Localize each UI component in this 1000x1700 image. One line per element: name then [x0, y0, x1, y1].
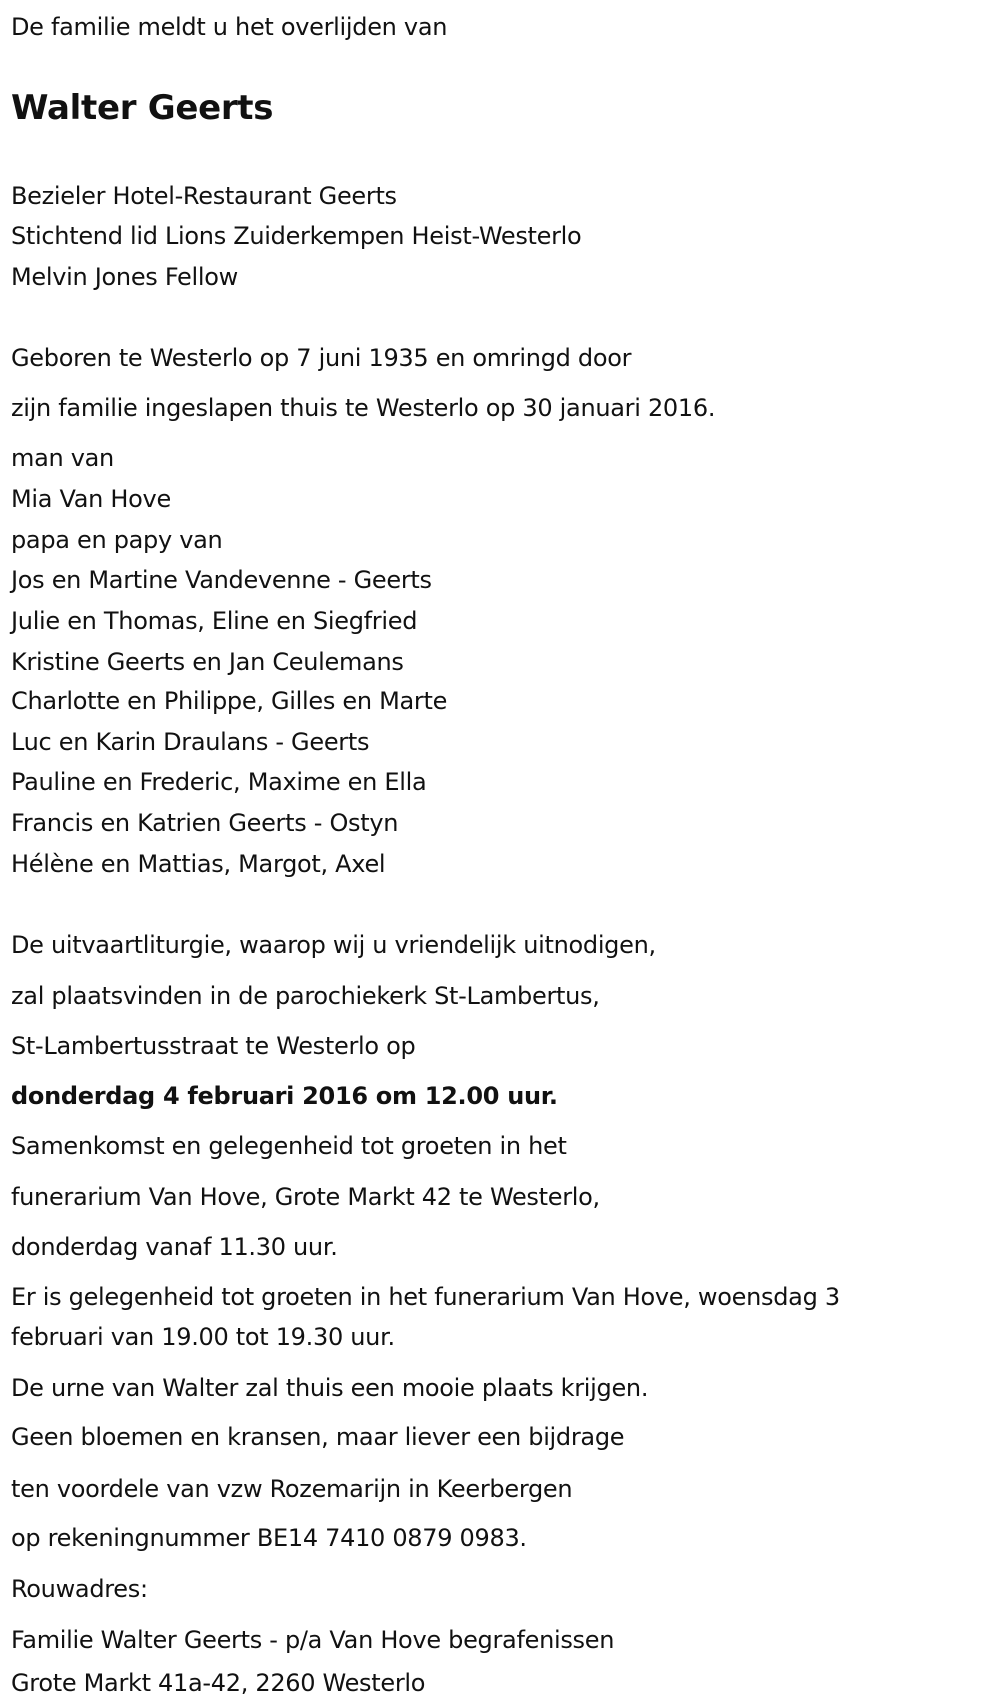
family-line: Jos en Martine Vandevenne - Geerts [11, 566, 432, 594]
family-line: Luc en Karin Draulans - Geerts [11, 728, 370, 756]
detail-line: Familie Walter Geerts - p/a Van Hove begrafenissen [11, 1626, 615, 1654]
detail-line: ten voordele van vzw Rozemarijn in Keerbergen [11, 1475, 573, 1503]
detail-line: Rouwadres: [11, 1575, 148, 1603]
detail-line: De urne van Walter zal thuis een mooie plaats krijgen. [11, 1374, 649, 1402]
funeral-line: De uitvaartliturgie, waarop wij u vriendelijk uitnodigen, [11, 931, 656, 959]
funeral-line: St-Lambertusstraat te Westerlo op [11, 1032, 416, 1060]
family-line: Charlotte en Philippe, Gilles en Marte [11, 687, 448, 715]
family-line: Mia Van Hove [11, 485, 171, 513]
detail-line: Er is gelegenheid tot groeten in het funerarium Van Hove, woensdag 3 [11, 1283, 840, 1311]
family-line: Francis en Katrien Geerts - Ostyn [11, 809, 399, 837]
family-line: Hélène en Mattias, Margot, Axel [11, 850, 386, 878]
funeral-line: zal plaatsvinden in de parochiekerk St-Lambertus, [11, 982, 600, 1010]
detail-line: Samenkomst en gelegenheid tot groeten in het [11, 1132, 567, 1160]
detail-line: Grote Markt 41a-42, 2260 Westerlo [11, 1669, 426, 1697]
deceased-name: Walter Geerts [11, 88, 274, 128]
funeral-date: donderdag 4 februari 2016 om 12.00 uur. [11, 1082, 558, 1110]
detail-line: donderdag vanaf 11.30 uur. [11, 1233, 338, 1261]
birth-line: Geboren te Westerlo op 7 juni 1935 en omringd door [11, 344, 632, 372]
title-line: Bezieler Hotel-Restaurant Geerts [11, 182, 397, 210]
detail-line: op rekeningnummer BE14 7410 0879 0983. [11, 1524, 527, 1552]
family-line: Julie en Thomas, Eline en Siegfried [11, 607, 418, 635]
family-line: Pauline en Frederic, Maxime en Ella [11, 768, 427, 796]
detail-line: februari van 19.00 tot 19.30 uur. [11, 1323, 395, 1351]
intro-text: De familie meldt u het overlijden van [11, 13, 448, 41]
detail-line: funerarium Van Hove, Grote Markt 42 te Westerlo, [11, 1183, 600, 1211]
birth-line: zijn familie ingeslapen thuis te Westerlo op 30 januari 2016. [11, 394, 716, 422]
family-line: papa en papy van [11, 526, 223, 554]
detail-line: Geen bloemen en kransen, maar liever een bijdrage [11, 1423, 625, 1451]
title-line: Melvin Jones Fellow [11, 263, 238, 291]
title-line: Stichtend lid Lions Zuiderkempen Heist-Westerlo [11, 222, 582, 250]
family-line: Kristine Geerts en Jan Ceulemans [11, 648, 404, 676]
family-line: man van [11, 444, 114, 472]
